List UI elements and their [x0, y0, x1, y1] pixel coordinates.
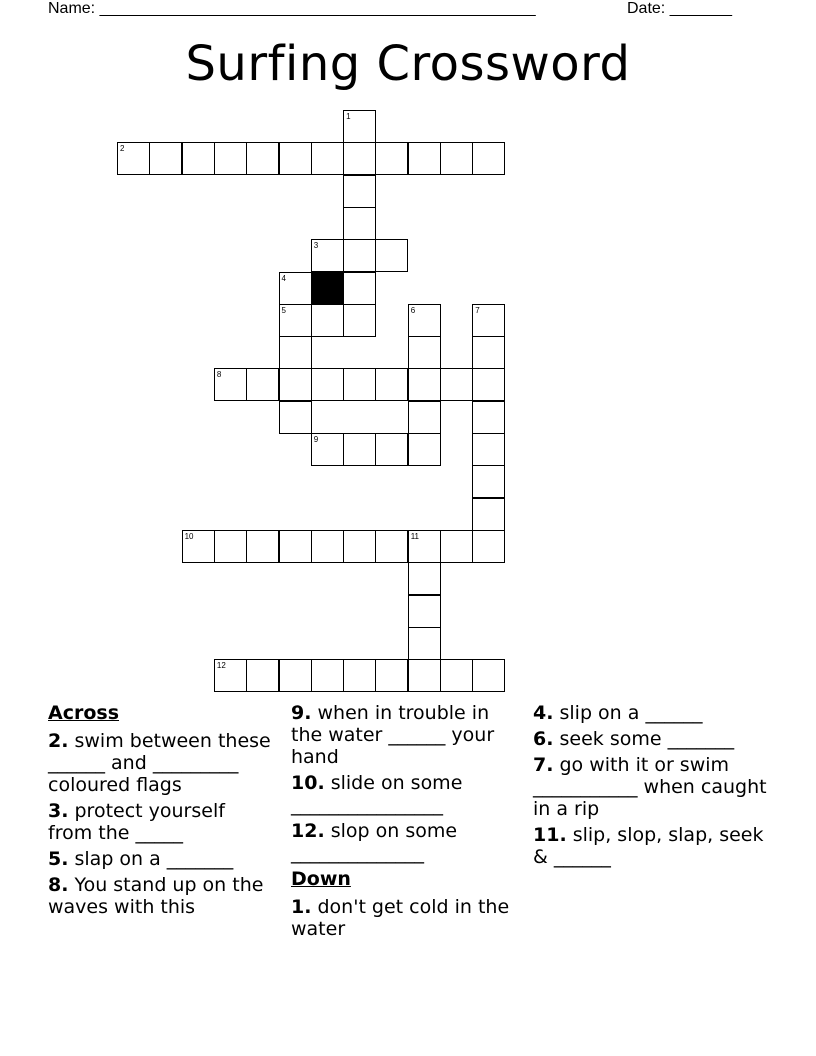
clue-item: [533, 824, 768, 868]
grid-cell[interactable]: [375, 239, 408, 272]
clue-item-number: 9.: [291, 702, 312, 724]
grid-cell[interactable]: [375, 530, 408, 563]
grid-cell[interactable]: [246, 368, 279, 401]
clue-item: [533, 702, 768, 724]
grid-cell[interactable]: [311, 368, 344, 401]
clue-item-number: 11.: [533, 824, 567, 846]
grid-cell[interactable]: [343, 239, 376, 272]
grid-cell[interactable]: [343, 304, 376, 337]
grid-cell[interactable]: [246, 530, 279, 563]
grid-cell[interactable]: [472, 401, 505, 434]
grid-cell[interactable]: [117, 142, 150, 175]
grid-cell[interactable]: [408, 595, 441, 628]
grid-cell[interactable]: [440, 368, 473, 401]
grid-cell[interactable]: [440, 530, 473, 563]
grid-cell[interactable]: [279, 530, 312, 563]
grid-cell[interactable]: [214, 530, 247, 563]
grid-cell[interactable]: [311, 433, 344, 466]
clue-number: 7: [475, 305, 480, 315]
clue-item: [48, 800, 273, 844]
clues-column-1: [48, 702, 273, 922]
grid-cell[interactable]: [375, 142, 408, 175]
grid-cell[interactable]: [408, 142, 441, 175]
grid-cell[interactable]: [472, 142, 505, 175]
grid-cell[interactable]: [214, 368, 247, 401]
clue-item: [291, 896, 516, 940]
grid-cell[interactable]: [311, 304, 344, 337]
grid-cell[interactable]: [375, 433, 408, 466]
grid-cell[interactable]: [408, 304, 441, 337]
grid-cell[interactable]: [279, 659, 312, 692]
clue-item: [533, 728, 768, 750]
grid-cell[interactable]: [440, 142, 473, 175]
clue-item-number: 12.: [291, 820, 325, 842]
clues-column-3: [533, 702, 768, 872]
grid-cell[interactable]: [472, 304, 505, 337]
grid-cell[interactable]: [343, 175, 376, 208]
block-cell: [311, 272, 344, 305]
clue-item-number: 6.: [533, 728, 554, 750]
grid-cell[interactable]: [375, 368, 408, 401]
grid-cell[interactable]: [343, 530, 376, 563]
clue-item-text: go with it or swim ___________ when caught in a rip: [533, 754, 767, 820]
clue-item: [48, 730, 273, 796]
grid-cell[interactable]: [472, 498, 505, 531]
grid-cell[interactable]: [408, 368, 441, 401]
grid-cell[interactable]: [311, 530, 344, 563]
grid-cell[interactable]: [279, 272, 312, 305]
grid-cell[interactable]: [311, 659, 344, 692]
clue-item: [291, 820, 516, 864]
grid-cell[interactable]: [472, 659, 505, 692]
grid-cell[interactable]: [279, 368, 312, 401]
clue-item: [291, 702, 516, 768]
clue-number: 9: [313, 435, 319, 444]
grid-cell[interactable]: [408, 433, 441, 466]
clue-item-text: seek some _______: [553, 728, 735, 750]
clue-item-number: 7.: [533, 754, 554, 776]
date-field[interactable]: Date: _______: [627, 0, 732, 17]
grid-cell[interactable]: [149, 142, 182, 175]
down-heading: Down: [291, 868, 351, 890]
grid-cell[interactable]: [311, 239, 344, 272]
clue-item: [533, 754, 768, 820]
grid-cell[interactable]: [408, 659, 441, 692]
clue-number: 4: [281, 273, 286, 283]
clue-item-text: slip on a ______: [553, 702, 703, 724]
clue-number: 10: [184, 531, 194, 541]
grid-cell[interactable]: [246, 659, 279, 692]
grid-cell[interactable]: [343, 110, 376, 143]
grid-cell[interactable]: [343, 368, 376, 401]
clue-number: 5: [281, 305, 286, 315]
clue-item-number: 3.: [48, 800, 69, 822]
grid-cell[interactable]: [343, 659, 376, 692]
name-field[interactable]: Name: _________________________________________________: [48, 0, 536, 17]
grid-cell[interactable]: [472, 433, 505, 466]
grid-cell[interactable]: [182, 530, 215, 563]
clue-item-text: swim between these ______ and _________ coloured flags: [48, 730, 271, 796]
grid-cell[interactable]: [472, 368, 505, 401]
grid-cell[interactable]: [279, 336, 312, 369]
clue-item-text: don't get cold in the water: [291, 896, 510, 940]
clue-item-number: 10.: [291, 772, 325, 794]
clue-item-number: 8.: [48, 874, 69, 896]
clue-item-number: 4.: [533, 702, 554, 724]
clue-item: [291, 772, 516, 816]
grid-cell[interactable]: [408, 401, 441, 434]
grid-cell[interactable]: [440, 659, 473, 692]
grid-cell[interactable]: [472, 336, 505, 369]
grid-cell[interactable]: [472, 465, 505, 498]
grid-cell[interactable]: [408, 627, 441, 660]
clue-item: [48, 874, 273, 918]
grid-cell[interactable]: [279, 304, 312, 337]
clue-item-text: You stand up on the waves with this: [48, 874, 264, 918]
clue-item-text: protect yourself from the _____: [48, 800, 225, 844]
clue-number: 12: [216, 661, 226, 671]
clue-number: 11: [410, 531, 419, 541]
clue-item-text: slide on some ________________: [291, 772, 463, 816]
clue-item: [48, 848, 273, 870]
grid-cell[interactable]: [408, 336, 441, 369]
clues-column-2: [291, 702, 516, 944]
grid-cell[interactable]: [343, 207, 376, 240]
grid-cell[interactable]: [279, 401, 312, 434]
grid-cell[interactable]: [214, 659, 247, 692]
grid-cell[interactable]: [375, 659, 408, 692]
grid-cell[interactable]: [279, 142, 312, 175]
grid-cell[interactable]: [408, 562, 441, 595]
clue-number: 3: [313, 241, 319, 251]
grid-cell[interactable]: [343, 142, 376, 175]
clue-item-text: when in trouble in the water ______ your hand: [291, 702, 495, 768]
grid-cell[interactable]: [311, 142, 344, 175]
grid-cell[interactable]: [182, 142, 215, 175]
clue-item-text: slop on some ______________: [291, 820, 458, 864]
grid-cell[interactable]: [246, 142, 279, 175]
clue-number: 8: [216, 370, 222, 380]
clue-item-text: slip, slop, slap, seek & ______: [533, 824, 764, 868]
grid-cell[interactable]: [214, 142, 247, 175]
clue-item-number: 1.: [291, 896, 312, 918]
grid-cell[interactable]: [343, 272, 376, 305]
clue-item-number: 2.: [48, 730, 69, 752]
clue-item-number: 5.: [48, 848, 69, 870]
clue-number: 2: [120, 144, 125, 154]
clue-number: 1: [346, 112, 351, 121]
clue-item-text: slap on a _______: [68, 848, 234, 870]
grid-cell[interactable]: [343, 433, 376, 466]
grid-cell[interactable]: [408, 530, 441, 563]
grid-cell[interactable]: [472, 530, 505, 563]
clue-number: 6: [410, 305, 416, 315]
across-heading: Across: [48, 702, 120, 724]
page-title: Surfing Crossword: [185, 36, 631, 92]
